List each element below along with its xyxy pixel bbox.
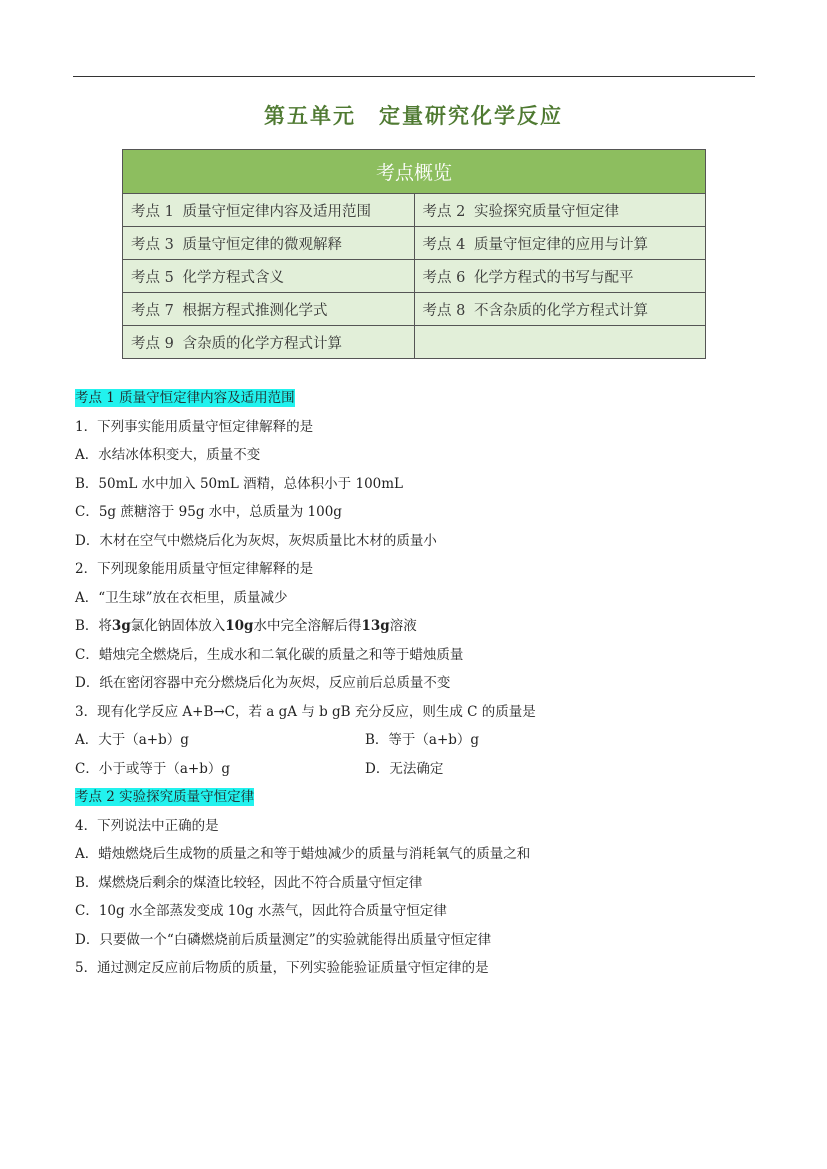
option-b: B．50mL 水中加入 50mL 酒精，总体积小于 100mL [75, 475, 404, 492]
overview-cell [123, 326, 415, 359]
overview-row [123, 326, 706, 359]
topic-tag: 考点 3 [131, 236, 174, 253]
topic-tag: 考点 9 [131, 335, 174, 352]
question-stem: 5．通过测定反应前后物质的质量，下列实验能验证质量守恒定律的是 [75, 960, 489, 976]
option-c: C．小于或等于（a+b）g [75, 760, 230, 777]
overview-cell [414, 293, 706, 326]
question-stem: 2．下列现象能用质量守恒定律解释的是 [75, 561, 314, 577]
overview-cell [414, 227, 706, 260]
option-text: 水中完全溶解后得 [253, 618, 362, 634]
section-highlight: 考点 2 实验探究质量守恒定律 [75, 789, 255, 805]
option-d: D．木材在空气中燃烧后化为灰烬，灰烬质量比木材的质量小 [75, 532, 437, 549]
topic-text: 化学方程式的书写与配平 [473, 269, 634, 286]
option-c: C．蜡烛完全燃烧后，生成水和二氧化碳的质量之和等于蜡烛质量 [75, 646, 464, 663]
topic-tag: 考点 6 [422, 269, 466, 286]
topic-text: 不含杂质的化学方程式计算 [473, 302, 648, 319]
section-highlight: 考点 1 质量守恒定律内容及适用范围 [75, 390, 295, 406]
topic-text: 质量守恒定律的微观解释 [182, 236, 342, 253]
header-rule [73, 76, 755, 77]
option-text: 溶液 [389, 618, 417, 634]
option-a: A．蜡烛燃烧后生成物的质量之和等于蜡烛减少的质量与消耗氧气的质量之和 [75, 846, 531, 862]
question-stem: 1．下列事实能用质量守恒定律解释的是 [75, 418, 314, 435]
overview-row [123, 260, 706, 293]
topic-text: 实验探究质量守恒定律 [473, 203, 619, 220]
topic-tag: 考点 2 [422, 203, 466, 220]
overview-row [123, 227, 706, 260]
section-heading [75, 783, 765, 812]
overview-cell [123, 260, 415, 293]
overview-cell [414, 260, 706, 293]
overview-row [123, 293, 706, 326]
option-c: C．10g 水全部蒸发变成 10g 水蒸气，因此符合质量守恒定律 [75, 903, 447, 919]
overview-cell [414, 194, 706, 227]
overview-cell [123, 194, 415, 227]
overview-cell [123, 293, 415, 326]
question-stem: 4．下列说法中正确的是 [75, 817, 219, 834]
topic-tag: 考点 5 [131, 269, 174, 286]
topic-text: 质量守恒定律内容及适用范围 [182, 203, 371, 220]
topic-text: 根据方程式推测化学式 [182, 302, 328, 319]
option-d: D．纸在密闭容器中充分燃烧后化为灰烬，反应前后总质量不变 [75, 675, 451, 691]
overview-heading: 考点概览 [123, 150, 706, 194]
section-heading [75, 384, 765, 413]
option-d: D．无法确定 [365, 760, 444, 777]
option-b: B．煤燃烧后剩余的煤渣比较轻，因此不符合质量守恒定律 [75, 874, 423, 891]
topic-text: 含杂质的化学方程式计算 [182, 335, 342, 352]
option-text: B．将 [75, 618, 112, 634]
overview-header-row [123, 150, 706, 194]
option-row [75, 726, 765, 755]
topic-tag: 考点 4 [422, 236, 466, 253]
option-d: D．只要做一个“白磷燃烧前后质量测定”的实验就能得出质量守恒定律 [75, 931, 492, 948]
option-text: 氯化钠固体放入 [130, 618, 226, 634]
bold-quantity: 10g [225, 618, 254, 634]
overview-row [123, 194, 706, 227]
page-title: 第五单元 定量研究化学反应 [264, 103, 563, 128]
overview-table [122, 149, 706, 359]
topic-tag: 考点 7 [131, 302, 174, 319]
question-stem: 3．现有化学反应 A+B→C，若 a gA 与 b gB 充分反应，则生成 C 的质量是 [75, 703, 536, 720]
overview-cell [123, 227, 415, 260]
bold-quantity: 13g [361, 618, 390, 634]
option-a: A．水结冰体积变大，质量不变 [75, 447, 261, 463]
overview-cell-empty [414, 326, 706, 359]
topic-text: 质量守恒定律的应用与计算 [473, 236, 648, 253]
option-a: A．“卫生球”放在衣柜里，质量减少 [75, 589, 288, 606]
topic-text: 化学方程式含义 [182, 269, 284, 286]
option-row [75, 755, 765, 784]
bold-quantity: 3g [111, 618, 131, 634]
option-b: B．等于（a+b）g [365, 732, 480, 748]
topic-tag: 考点 8 [422, 302, 466, 319]
option-c: C．5g 蔗糖溶于 95g 水中，总质量为 100g [75, 504, 342, 520]
option-b [75, 612, 765, 641]
topic-tag: 考点 1 [131, 203, 174, 220]
option-a: A．大于（a+b）g [75, 732, 189, 748]
question-content [75, 384, 765, 983]
